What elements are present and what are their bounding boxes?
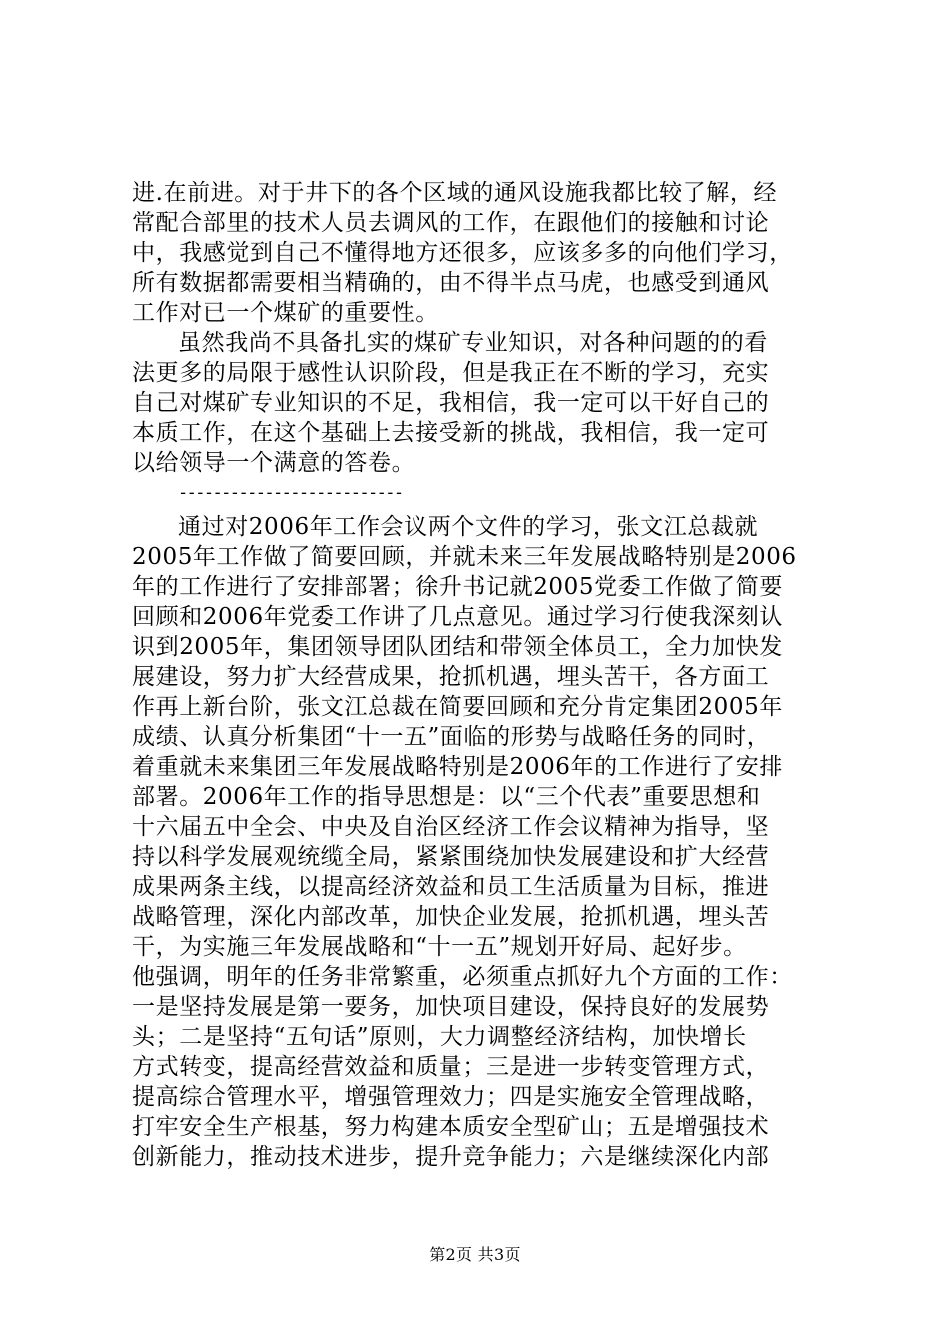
text-line: 中，我感觉到自己不懂得地方还很多，应该多多的向他们学习， [132, 240, 793, 266]
text-line: 通过对2006年工作会议两个文件的学习，张文江总裁就 [178, 514, 759, 540]
text-line: 十六届五中全会、中央及自治区经济工作会议精神为指导，坚 [132, 814, 770, 840]
text-line: 干，为实施三年发展战略和“十一五”规划开好局、起好步。 [132, 934, 747, 960]
text-line: 着重就未来集团三年发展战略特别是2006年的工作进行了安排 [132, 754, 783, 780]
paragraph-2 [132, 328, 822, 478]
text-line: 战略管理，深化内部改革，加快企业发展，抢抓机遇，埋头苦 [132, 904, 770, 930]
paragraph-1 [132, 178, 822, 328]
text-line: 提高综合管理水平，增强管理效力；四是实施安全管理战略， [132, 1084, 770, 1110]
text-line: 成绩、认真分析集团“十一五”面临的形势与战略任务的同时， [132, 724, 771, 750]
text-line: 虽然我尚不具备扎实的煤矿专业知识，对各种问题的的看 [178, 330, 768, 356]
text-line: 他强调，明年的任务非常繁重，必须重点抓好九个方面的工作： [132, 964, 793, 990]
text-line: 展建设，努力扩大经营成果，抢抓机遇，埋头苦干，各方面工 [132, 664, 770, 690]
text-line: 所有数据都需要相当精确的，由不得半点马虎，也感受到通风 [132, 270, 770, 296]
text-line: 作再上新台阶，张文江总裁在简要回顾和充分肯定集团2005年 [132, 694, 783, 720]
section-divider: -------------------------- [178, 483, 403, 503]
page-number-footer: 第2页 共3页 [429, 1245, 521, 1264]
text-line: 2005年工作做了简要回顾，并就未来三年发展战略特别是2006 [132, 544, 797, 570]
document-body [132, 178, 822, 1172]
text-line: 本质工作，在这个基础上去接受新的挑战，我相信，我一定可 [132, 420, 770, 446]
text-line: 打牢安全生产根基，努力构建本质安全型矿山；五是增强技术 [132, 1114, 770, 1140]
paragraph-3 [132, 512, 822, 1172]
text-line: 回顾和2006年党委工作讲了几点意见。通过学习行使我深刻认 [132, 604, 783, 630]
text-line: 进.在前进。对于井下的各个区域的通风设施我都比较了解，经 [132, 180, 778, 206]
text-line: 工作对已一个煤矿的重要性。 [132, 300, 439, 326]
text-line: 成果两条主线，以提高经济效益和员工生活质量为目标，推进 [132, 874, 770, 900]
text-line: 以给领导一个满意的答卷。 [132, 450, 416, 476]
text-line: 年的工作进行了安排部署；徐升书记就2005党委工作做了简要 [132, 574, 783, 600]
text-line: 方式转变，提高经营效益和质量；三是进一步转变管理方式， [132, 1054, 770, 1080]
text-line: 创新能力，推动技术进步，提升竞争能力；六是继续深化内部 [132, 1144, 770, 1170]
text-line: 识到2005年，集团领导团队团结和带领全体员工，全力加快发 [132, 634, 783, 660]
text-line: 头；二是坚持“五句话”原则，大力调整经济结构，加快增长 [132, 1024, 747, 1050]
text-line: 自己对煤矿专业知识的不足，我相信，我一定可以干好自己的 [132, 390, 770, 416]
text-line: 法更多的局限于感性认识阶段，但是我正在不断的学习，充实 [132, 360, 770, 386]
text-line: 常配合部里的技术人员去调风的工作，在跟他们的接触和讨论 [132, 210, 770, 236]
text-line: 持以科学发展观统缆全局，紧紧围绕加快发展建设和扩大经营 [132, 844, 770, 870]
text-line: 部署。2006年工作的指导思想是：以“三个代表”重要思想和 [132, 784, 761, 810]
text-line: 一是坚持发展是第一要务，加快项目建设，保持良好的发展势 [132, 994, 770, 1020]
